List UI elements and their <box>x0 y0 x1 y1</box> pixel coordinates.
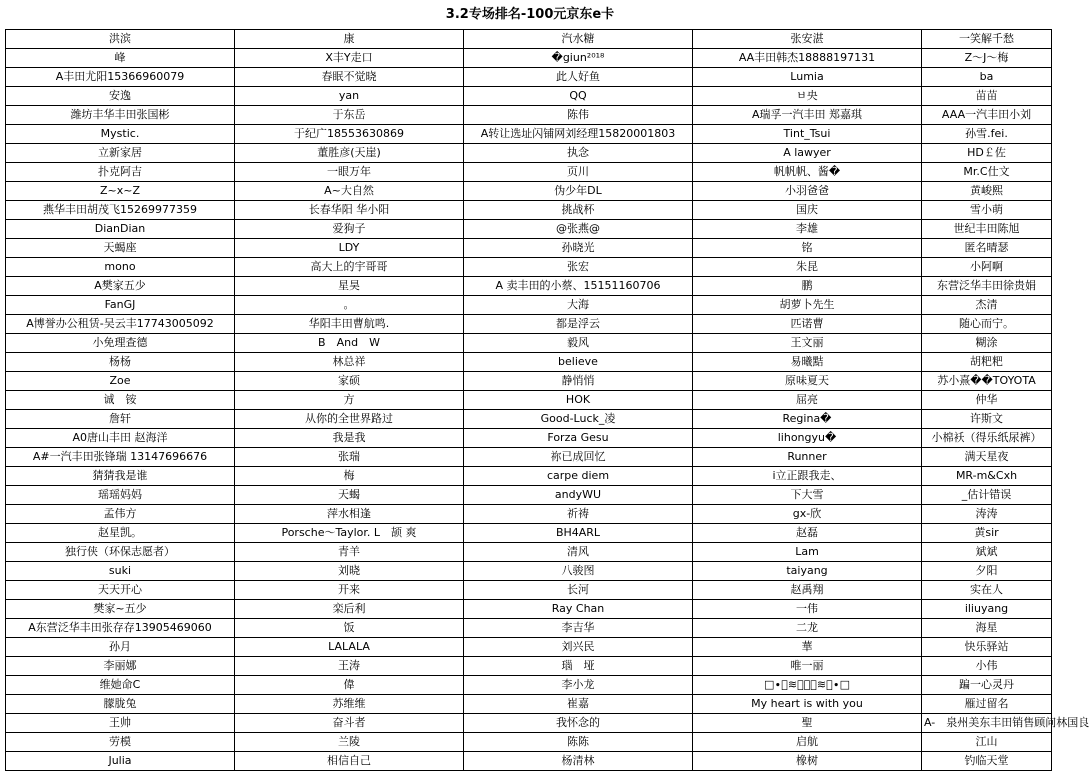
table-cell: 实在人 <box>922 581 1052 600</box>
table-cell: �giun²⁰¹⁸ <box>464 49 693 68</box>
table-cell: 我怀念的 <box>464 714 693 733</box>
table-row <box>6 239 1052 258</box>
table-cell: 安逸 <box>6 87 235 106</box>
table-row <box>6 619 1052 638</box>
table-row <box>6 144 1052 163</box>
table-cell: 诚 铵 <box>6 391 235 410</box>
table-row <box>6 714 1052 733</box>
table-cell: 饭 <box>235 619 464 638</box>
table-cell: 黄峻熙 <box>922 182 1052 201</box>
table-cell: 钓临天堂 <box>922 752 1052 771</box>
table-cell: 帆帆帆、酱� <box>693 163 922 182</box>
table-cell: 长春华阳 华小阳 <box>235 201 464 220</box>
table-cell: 扑克阿吉 <box>6 163 235 182</box>
table-cell: HOK <box>464 391 693 410</box>
table-cell: A东营泛华丰田张存存13905469060 <box>6 619 235 638</box>
table-cell: Runner <box>693 448 922 467</box>
table-cell: 王涛 <box>235 657 464 676</box>
table-row <box>6 467 1052 486</box>
table-cell: □∙ี≋ิ็ิ≋ิ∙□ <box>693 676 922 695</box>
table-cell: QQ <box>464 87 693 106</box>
table-row <box>6 429 1052 448</box>
table-cell: 栾后利 <box>235 600 464 619</box>
table-cell: A 卖丰田的小蔡、15151160706 <box>464 277 693 296</box>
table-cell: 糊涂 <box>922 334 1052 353</box>
table-cell: ba <box>922 68 1052 87</box>
table-cell: DianDian <box>6 220 235 239</box>
table-cell: A0唐山丰田 赵海洋 <box>6 429 235 448</box>
table-cell: 仲华 <box>922 391 1052 410</box>
table-cell: Julia <box>6 752 235 771</box>
table-cell: suki <box>6 562 235 581</box>
table-cell: @张燕@ <box>464 220 693 239</box>
table-cell: 李吉华 <box>464 619 693 638</box>
table-cell: 涛涛 <box>922 505 1052 524</box>
table-cell: 相信自己 <box>235 752 464 771</box>
table-cell: AA丰田韩杰18888197131 <box>693 49 922 68</box>
table-cell: 王文丽 <box>693 334 922 353</box>
table-cell: 华阳丰田曹航鸣. <box>235 315 464 334</box>
table-cell: 天蝎座 <box>6 239 235 258</box>
table-cell: 东营泛华丰田徐贵娟 <box>922 277 1052 296</box>
table-row <box>6 296 1052 315</box>
table-cell: 页川 <box>464 163 693 182</box>
table-cell: 毅风 <box>464 334 693 353</box>
table-row <box>6 505 1052 524</box>
table-row <box>6 277 1052 296</box>
table-cell: 清风 <box>464 543 693 562</box>
table-row <box>6 657 1052 676</box>
table-row <box>6 68 1052 87</box>
table-cell: 唯一丽 <box>693 657 922 676</box>
table-row <box>6 752 1052 771</box>
table-cell: 维她命C <box>6 676 235 695</box>
table-cell: 开来 <box>235 581 464 600</box>
table-cell: 洪滨 <box>6 30 235 49</box>
table-cell: 李小龙 <box>464 676 693 695</box>
table-cell: A瑞孚一汽丰田 郑嘉琪 <box>693 106 922 125</box>
table-cell: 一伟 <box>693 600 922 619</box>
table-row <box>6 372 1052 391</box>
table-cell: 偉 <box>235 676 464 695</box>
table-cell: 江山 <box>922 733 1052 752</box>
table-cell: 汽水糖 <box>464 30 693 49</box>
table-cell: 。 <box>235 296 464 315</box>
table-cell: LDY <box>235 239 464 258</box>
table-cell: 燕华丰田胡茂飞15269977359 <box>6 201 235 220</box>
table-cell: 易曦黠 <box>693 353 922 372</box>
table-cell: 八骏图 <box>464 562 693 581</box>
table-cell: 小棉袄（得乐纸尿裤） <box>922 429 1052 448</box>
table-row <box>6 448 1052 467</box>
table-cell: 董胜彦(天崖) <box>235 144 464 163</box>
table-cell: 萍水相逢 <box>235 505 464 524</box>
table-cell: 小阿啊 <box>922 258 1052 277</box>
table-cell: A樊家五少 <box>6 277 235 296</box>
table-row <box>6 106 1052 125</box>
table-cell: 随心而宁。 <box>922 315 1052 334</box>
table-cell: 屈亮 <box>693 391 922 410</box>
table-cell: 峰 <box>6 49 235 68</box>
table-cell: Z～J～梅 <box>922 49 1052 68</box>
table-cell: A#一汽丰田张锋瑞 13147696676 <box>6 448 235 467</box>
table-cell: 華 <box>693 638 922 657</box>
table-cell: 刘晓 <box>235 562 464 581</box>
table-cell: 苏维维 <box>235 695 464 714</box>
table-cell: Z~x~Z <box>6 182 235 201</box>
table-row <box>6 638 1052 657</box>
table-cell: Lam <box>693 543 922 562</box>
table-cell: Porsche～Taylor. L 颉 爽 <box>235 524 464 543</box>
table-cell: AAA一汽丰田小刘 <box>922 106 1052 125</box>
table-cell: 孙月 <box>6 638 235 657</box>
table-cell: 陈伟 <box>464 106 693 125</box>
table-row <box>6 353 1052 372</box>
table-cell: iliuyang <box>922 600 1052 619</box>
table-row <box>6 543 1052 562</box>
table-cell: believe <box>464 353 693 372</box>
table-cell: 胡萝卜先生 <box>693 296 922 315</box>
table-cell: 奋斗者 <box>235 714 464 733</box>
table-cell: 瑶瑶妈妈 <box>6 486 235 505</box>
table-cell: 高大上的宇哥哥 <box>235 258 464 277</box>
table-row <box>6 334 1052 353</box>
table-cell: 李雄 <box>693 220 922 239</box>
table-cell: Zoe <box>6 372 235 391</box>
table-cell: 于东岳 <box>235 106 464 125</box>
ranking-table-body <box>6 30 1089 771</box>
table-row <box>6 220 1052 239</box>
table-cell: 张安湛 <box>693 30 922 49</box>
table-cell: taiyang <box>693 562 922 581</box>
table-row <box>6 201 1052 220</box>
table-cell: 潍坊丰华丰田张国彬 <box>6 106 235 125</box>
table-cell: A~大自然 <box>235 182 464 201</box>
table-cell: A- 泉州美东丰田销售顾问林国良 <box>922 714 1052 733</box>
table-cell: 从你的全世界路过 <box>235 410 464 429</box>
table-cell: 朦胧兔 <box>6 695 235 714</box>
table-cell: BH4ARL <box>464 524 693 543</box>
table-cell: Lumia <box>693 68 922 87</box>
table-row <box>6 581 1052 600</box>
table-cell: 斌斌 <box>922 543 1052 562</box>
table-cell: X丰Y走口 <box>235 49 464 68</box>
table-cell: 杰清 <box>922 296 1052 315</box>
table-cell: carpe diem <box>464 467 693 486</box>
table-row <box>6 258 1052 277</box>
table-cell: Ray Chan <box>464 600 693 619</box>
table-cell: yan <box>235 87 464 106</box>
table-cell: 夕阳 <box>922 562 1052 581</box>
table-cell: 青羊 <box>235 543 464 562</box>
table-cell: A lawyer <box>693 144 922 163</box>
table-cell: 赵禹翔 <box>693 581 922 600</box>
table-row <box>6 733 1052 752</box>
table-row <box>6 600 1052 619</box>
table-cell: 此人好鱼 <box>464 68 693 87</box>
table-cell: 樊家~五少 <box>6 600 235 619</box>
table-cell: andyWU <box>464 486 693 505</box>
table-cell: 崔嘉 <box>464 695 693 714</box>
table-cell: MR-m&Cxh <box>922 467 1052 486</box>
table-cell: 立新家居 <box>6 144 235 163</box>
table-cell: 祢已成回忆 <box>464 448 693 467</box>
table-row <box>6 315 1052 334</box>
table-cell: 下大雪 <box>693 486 922 505</box>
table-cell: 国庆 <box>693 201 922 220</box>
table-cell: 匿名晴瑟 <box>922 239 1052 258</box>
table-cell: 康 <box>235 30 464 49</box>
table-cell: 伪少年DL <box>464 182 693 201</box>
table-cell: 孙雪.fei. <box>922 125 1052 144</box>
table-row <box>6 676 1052 695</box>
table-cell: B And W <box>235 334 464 353</box>
table-row <box>6 486 1052 505</box>
table-cell: 雁过留名 <box>922 695 1052 714</box>
table-cell: 星昊 <box>235 277 464 296</box>
table-cell: 蹁一心灵丹 <box>922 676 1052 695</box>
table-cell: 刘兴民 <box>464 638 693 657</box>
table-cell: Mr.C仕文 <box>922 163 1052 182</box>
table-cell: 家硕 <box>235 372 464 391</box>
table-cell: 劳模 <box>6 733 235 752</box>
table-row <box>6 30 1052 49</box>
table-cell: 苏小熹��TOYOTA <box>922 372 1052 391</box>
table-cell: 兰陵 <box>235 733 464 752</box>
table-cell: Forza Gesu <box>464 429 693 448</box>
table-cell: Mystic. <box>6 125 235 144</box>
table-cell: 孙晓光 <box>464 239 693 258</box>
table-cell: 王帅 <box>6 714 235 733</box>
table-cell: 都是浮云 <box>464 315 693 334</box>
table-cell: Tint_Tsui <box>693 125 922 144</box>
table-cell: A博誉办公租赁-吴云丰17743005092 <box>6 315 235 334</box>
table-cell: FanGJ <box>6 296 235 315</box>
table-cell: My heart is with you <box>693 695 922 714</box>
table-cell: 静悄悄 <box>464 372 693 391</box>
table-cell: ㅂ央 <box>693 87 922 106</box>
table-cell: lihongyu� <box>693 429 922 448</box>
table-cell: 小免理查德 <box>6 334 235 353</box>
table-cell: 匹诺曹 <box>693 315 922 334</box>
table-cell: 朱昆 <box>693 258 922 277</box>
table-cell: gx-欣 <box>693 505 922 524</box>
table-row <box>6 163 1052 182</box>
table-cell: 瑙 垭 <box>464 657 693 676</box>
table-cell: 满天星夜 <box>922 448 1052 467</box>
table-cell: 方 <box>235 391 464 410</box>
table-cell: 鹏 <box>693 277 922 296</box>
table-cell: HD￡佐 <box>922 144 1052 163</box>
table-cell: 天蝎 <box>235 486 464 505</box>
table-cell: 黄sir <box>922 524 1052 543</box>
table-cell: 小羽爸爸 <box>693 182 922 201</box>
table-cell: 詹轩 <box>6 410 235 429</box>
table-cell: 春眠不觉晓 <box>235 68 464 87</box>
table-cell: A转让选址闪铺网刘经理15820001803 <box>464 125 693 144</box>
table-cell: 大海 <box>464 296 693 315</box>
table-row <box>6 695 1052 714</box>
table-cell: 孟伟方 <box>6 505 235 524</box>
table-cell: 原味夏天 <box>693 372 922 391</box>
table-cell: LALALA <box>235 638 464 657</box>
table-row <box>6 87 1052 106</box>
table-row <box>6 49 1052 68</box>
table-cell: Regina� <box>693 410 922 429</box>
table-cell: 我是我 <box>235 429 464 448</box>
table-cell: 苗苗 <box>922 87 1052 106</box>
table-row <box>6 524 1052 543</box>
table-cell: mono <box>6 258 235 277</box>
table-cell: 杨杨 <box>6 353 235 372</box>
table-cell: A丰田尤阳15366960079 <box>6 68 235 87</box>
table-cell: 赵磊 <box>693 524 922 543</box>
table-cell: 挑战杯 <box>464 201 693 220</box>
table-cell: 天天开心 <box>6 581 235 600</box>
table-cell: 张宏 <box>464 258 693 277</box>
table-cell: 猜猜我是谁 <box>6 467 235 486</box>
sheet-title: 3.2专场排名-100元京东e卡 <box>445 7 615 22</box>
ranking-table <box>5 29 1089 771</box>
table-cell: 橡树 <box>693 752 922 771</box>
table-cell: 许斯文 <box>922 410 1052 429</box>
table-cell: 胡粑粑 <box>922 353 1052 372</box>
table-cell: 李丽娜 <box>6 657 235 676</box>
table-cell: 执念 <box>464 144 693 163</box>
table-cell: 张瑞 <box>235 448 464 467</box>
table-cell: 杨清林 <box>464 752 693 771</box>
table-cell: 梅 <box>235 467 464 486</box>
table-cell: 独行侠（环保志愿者） <box>6 543 235 562</box>
table-row <box>6 410 1052 429</box>
table-cell: 世纪丰田陈旭 <box>922 220 1052 239</box>
table-cell: 快乐驿站 <box>922 638 1052 657</box>
table-cell: 启航 <box>693 733 922 752</box>
table-cell: 长河 <box>464 581 693 600</box>
table-cell: 海星 <box>922 619 1052 638</box>
table-cell: 林总祥 <box>235 353 464 372</box>
table-cell: 于纪广18553630869 <box>235 125 464 144</box>
table-cell: 小伟 <box>922 657 1052 676</box>
table-cell: 陈陈 <box>464 733 693 752</box>
table-row <box>6 391 1052 410</box>
table-cell: 祈祷 <box>464 505 693 524</box>
table-cell: 聖 <box>693 714 922 733</box>
table-cell: 一眼万年 <box>235 163 464 182</box>
table-cell: 雪小萌 <box>922 201 1052 220</box>
table-cell: 二龙 <box>693 619 922 638</box>
table-cell: i立正跟我走、 <box>693 467 922 486</box>
table-cell: Good-Luck_凌 <box>464 410 693 429</box>
table-row <box>6 182 1052 201</box>
table-row <box>6 125 1052 144</box>
table-row <box>6 562 1052 581</box>
table-cell: 铭 <box>693 239 922 258</box>
table-cell: 赵星凯。 <box>6 524 235 543</box>
table-cell: 爱狗子 <box>235 220 464 239</box>
table-cell: 一笑解千愁 <box>922 30 1052 49</box>
table-cell: _估计错误 <box>922 486 1052 505</box>
